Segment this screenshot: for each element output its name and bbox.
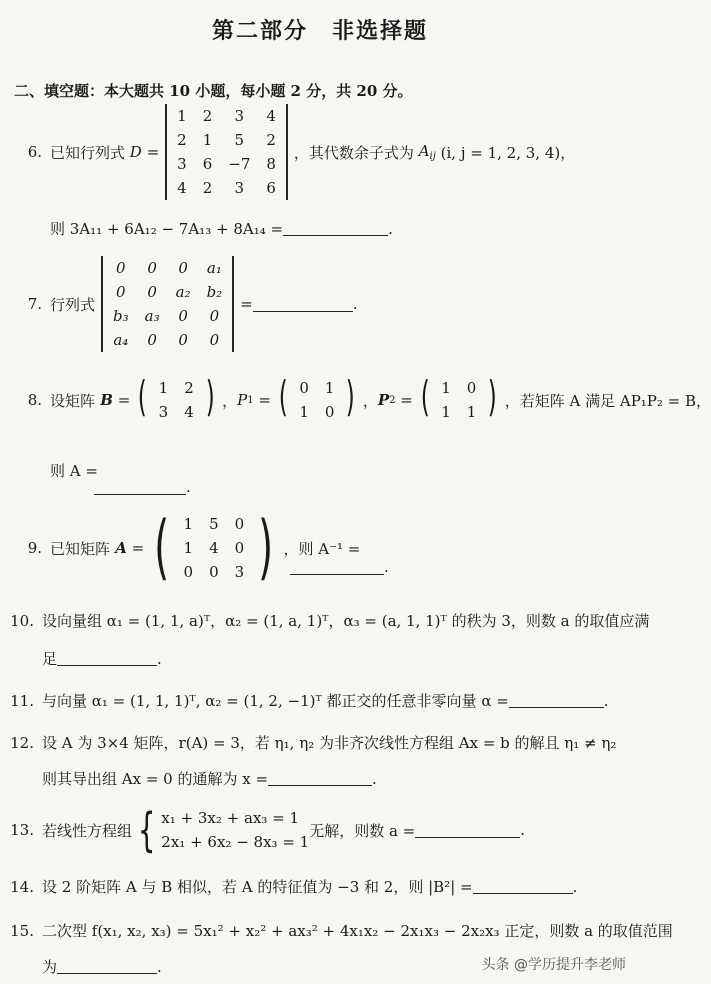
answer-blank[interactable] [283,221,388,236]
question-text: 已知行列式 [50,143,126,162]
question-text: 已知矩阵 [50,539,111,558]
question-number: 11. [10,691,34,710]
page-title: 第二部分 非选择题 [211,18,428,44]
question-text: 设 A 为 3×4 矩阵，r(A) = 3，若 η₁, η₂ 为非齐次线性方程组 Ax = b 的解且 η₁ ≠ η₂ [42,734,617,752]
question-text: 二次型 f(x₁, x₂, x₃) = 5x₁² + x₂² + ax₃² + 4x₁x₂ − 2x₁x₃ − 2x₂x₃ 正定，则数 a 的取值范围 [42,922,673,940]
determinant-d: 1 2 3 4 2 1 5 2 3 6 −7 8 4 2 3 6 [163,104,290,200]
equation-system: x₁ + 3x₂ + ax₃ = 1 2x₁ + 6x₂ − 8x₃ = 1 [161,809,310,851]
matrix-b: ( 1 2 3 4 ) [137,372,215,421]
question-number: 9. [27,539,42,557]
question-13: 13. 若线性方程组 { x₁ + 3x₂ + ax₃ = 1 2x₁ + 6x₂ − 8x₃ = 1 无解，则数 a = . [6,806,525,854]
question-number: 13. [10,821,34,839]
determinant: 0 0 0 a₁ 0 0 a₂ b₂ b₃ a₃ 0 0 a₄ 0 0 0 [99,256,236,352]
question-12 [6,732,616,753]
question-9: 9. 已知矩阵 A = ( 1 5 0 1 4 0 0 0 3 ) ，则 A⁻¹ = [14,512,360,584]
answer-blank[interactable] [57,959,157,974]
question-8-line2: 则 A = [50,462,98,480]
answer-blank[interactable] [94,480,186,495]
index-range: (i, j = 1, 2, 3, 4)， [440,143,576,162]
question-text: 设 2 阶矩阵 A 与 B 相似，若 A 的特征值为 −3 和 2，则 |B²| = [42,878,473,896]
question-number: 7. [27,295,42,313]
question-15-line2: 为 . [42,957,162,976]
question-8: 8. 设矩阵 B = ( 1 2 3 4 ) ， P 1 = ( 0 1 1 0 ) ， P 2 = ( 1 0 1 1 ) ，若矩阵 A 满足 AP₁P₂ = B， [14,376,711,424]
question-text: ，则 A⁻¹ = [283,539,361,558]
question-11: 11. 与向量 α₁ = (1, 1, 1)ᵀ, α₂ = (1, 2, −1)ᵀ 都正交的任意非零向量 α = . [6,690,609,711]
question-text: 若线性方程组 [42,821,133,840]
question-10-line2: 足 . [42,649,162,668]
question-12-line2: 则其导出组 Ax = 0 的通解为 x = . [42,769,377,788]
question-number: 8. [27,391,42,409]
question-text: 行列式 [50,295,96,314]
answer-blank[interactable] [253,297,353,312]
question-6-line2: 则 3A₁₁ + 6A₁₂ − 7A₁₃ + 8A₁₄ = . [50,219,393,238]
expression: 3A₁₁ + 6A₁₂ − 7A₁₃ + 8A₁₄ = [69,219,284,238]
question-text: ，其代数余子式为 [293,143,414,162]
question-number: 6. [27,143,42,161]
question-text: 与向量 α₁ = (1, 1, 1)ᵀ, α₂ = (1, 2, −1)ᵀ 都正交的任意非零向量 α = [42,692,509,710]
question-14: 14. 设 2 阶矩阵 A 与 B 相似，若 A 的特征值为 −3 和 2，则 |B²| = . [6,876,577,897]
question-number: 14. [10,877,34,896]
question-6: 6. 已知行列式 D = 1 2 3 4 2 1 5 2 3 6 −7 8 4 2 3 6 ，其代数余子式为 $A_{ij}$ (i, j = 1, 2, 3, 4)， [14,104,575,200]
question-number: 10. [10,611,34,630]
question-number: 12. [10,733,34,752]
question-7: 7. 行列式 0 0 0 a₁ 0 0 a₂ b₂ b₃ a₃ 0 0 a₄ 0 0 0 = . [14,256,358,352]
question-text: 设向量组 α₁ = (1, 1, a)ᵀ，α₂ = (1, a, 1)ᵀ，α₃ = (a, 1, 1)ᵀ 的秩为 3，则数 a 的取值应满 [42,612,650,630]
matrix-p2: ( 1 0 1 1 ) [420,372,498,421]
question-text: 无解，则数 a = [309,821,416,840]
question-10 [6,610,649,631]
question-9-answer: . [290,558,389,576]
watermark: 头条 @学历提升李老师 [481,957,626,973]
answer-blank[interactable] [473,879,573,894]
question-8-line3: . [94,478,191,496]
question-15 [6,920,673,941]
question-number: 15. [10,921,34,940]
answer-blank[interactable] [57,651,157,666]
answer-blank[interactable] [290,560,384,575]
question-text: ，若矩阵 A 满足 AP₁P₂ = B， [504,391,711,410]
matrix-p1: ( 0 1 1 0 ) [278,372,356,421]
answer-blank[interactable] [509,693,604,708]
matrix-a: ( 1 5 0 1 4 0 0 0 3 ) [154,506,274,588]
question-text: 设矩阵 [50,391,96,410]
answer-blank[interactable] [415,823,520,838]
section-heading: 二、填空题：本大题共 10 小题，每小题 2 分，共 20 分。 [14,82,413,100]
answer-blank[interactable] [268,771,372,786]
